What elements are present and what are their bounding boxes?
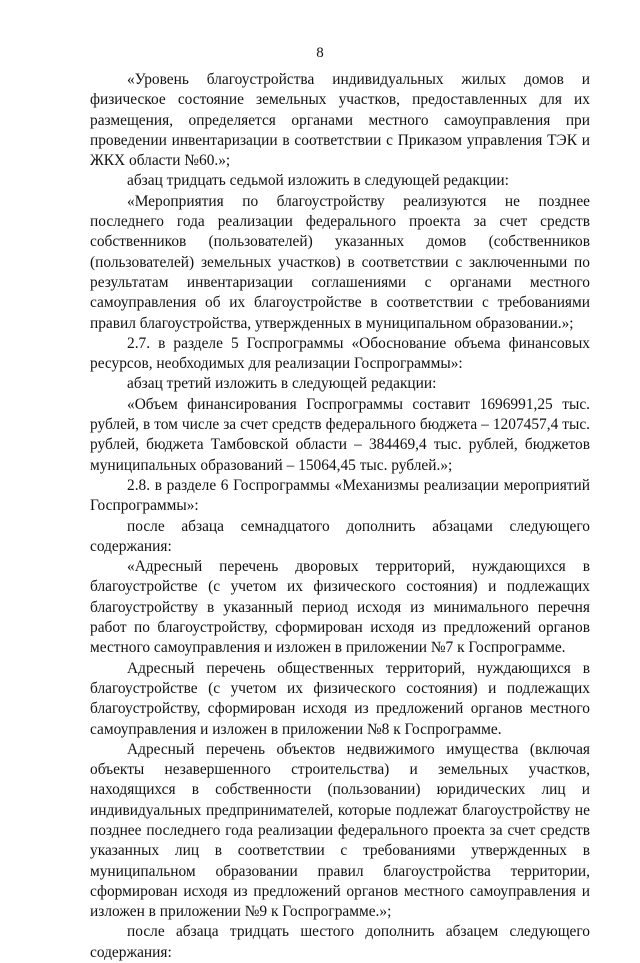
document-body [90,70,590,963]
paragraph-10: Адресный перечень общественных территорий, нуждающихся в благоустройстве (с учетом их физического состояния) и подлежащих благоустройству, сформирован исходя из предложений органов местного самоуправления и изложен в приложении №8 к Госпрограмме. [90,659,590,738]
paragraph-11: Адресный перечень объектов недвижимого имущества (включая объекты незавершенного строительства) и земельных участков, находящихся в собственности (пользовании) юридических лиц и индивидуальных предпринимателей, которые подлежат благоустройству не позднее последнего года реализации федерального проекта за счет средств указанных лиц в соответствии с требованиями утвержденных в муниципальном образовании правил благоустройства территории, сформирован исходя из предложений органов местного самоуправления и изложен в приложении №9 к Госпрограмме.»; [90,740,590,921]
paragraph-5: абзац третий изложить в следующей редакции: [127,375,437,393]
paragraph-1: «Уровень благоустройства индивидуальных жилых домов и физическое состояние земельных участков, предоставленных для их размещения, определяется органами местного самоуправления при проведении инвентаризации в соответствии с Приказом управления ТЭК и ЖКХ области №60.»; [90,71,590,170]
paragraph-3: «Мероприятия по благоустройству реализуются не позднее последнего года реализации федерального проекта за счет средств собственников (пользователей) указанных домов (собственников (пользователей) земельных участков) в соответствии с заключенными по результатам инвентаризации соглашениями с органами местного самоуправления об их благоустройстве в соответствии с требованиями правил благоустройства, утвержденных в муниципальном образовании.»; [90,192,590,332]
paragraph-2: абзац тридцать седьмой изложить в следующей редакции: [127,172,509,190]
paragraph-9: «Адресный перечень дворовых территорий, нуждающихся в благоустройстве (с учетом их физического состояния) и подлежащих благоустройству в указанный период исходя из минимального перечня работ по благоустройству, сформирован исходя из предложений органов местного самоуправления и изложен в приложении №7 к Госпрограмме. [90,558,590,657]
paragraph-4: 2.7. в разделе 5 Госпрограммы «Обоснование объема финансовых ресурсов, необходимых для реализации Госпрограммы»: [90,334,590,373]
paragraph-7: 2.8. в разделе 6 Госпрограммы «Механизмы реализации мероприятий Госпрограммы»: [90,476,590,515]
page-number: 8 [316,45,324,61]
paragraph-8: после абзаца семнадцатого дополнить абзацами следующего содержания: [90,517,590,555]
paragraph-6: «Объем финансирования Госпрограммы составит 1696991,25 тыс. рублей, в том числе за счет средств федерального бюджета – 1207457,4 тыс. рублей, бюджета Тамбовской области – 384469,4 тыс. рублей, бюджетов муниципальных образований – 15064,45 тыс. рублей.»; [90,395,590,474]
paragraph-12: после абзаца тридцать шестого дополнить абзацем следующего содержания: [90,923,590,961]
